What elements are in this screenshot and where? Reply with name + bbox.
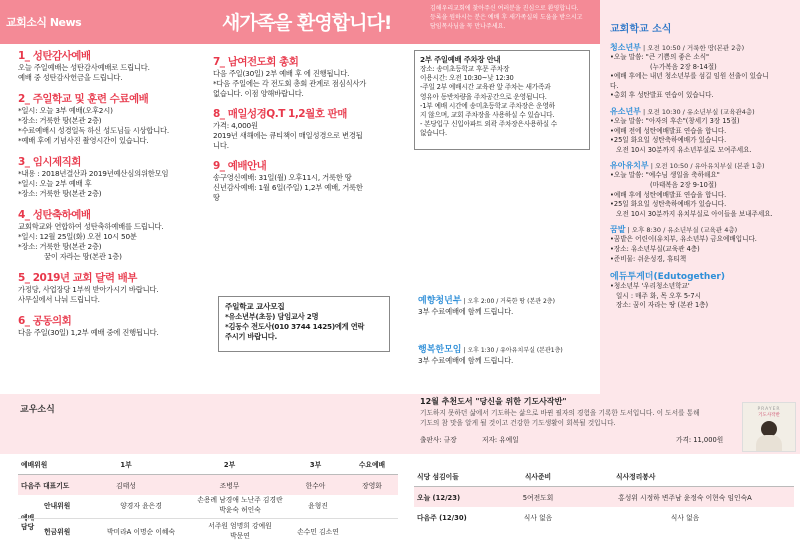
school-section-title: 유아유치부 | 오전 10:50 / 유아유치부실 (본관 1층) — [610, 161, 765, 171]
news-5-title: 5_ 2019년 교회 달력 배부 — [18, 272, 137, 284]
meal-service-table: 식당 섬김이들 식사준비 식사정리봉사 오늘 (12/23) 5여전도회 홍성위 시정하 변주남 윤정숙 이현숙 임인숙A 다음주 (12/30) 식사 없음 식사 없음 — [414, 466, 794, 527]
welcome-note: 김해우리교회에 찾아주신 여러분을 진심으로 환영합니다. 등록을 원하시는 분은 예배 후 새가족실의 도움을 받으시고 담임목사님을 꼭 만나주세요. — [430, 5, 583, 30]
worship-committee-table: 예배위원 1부 2부 3부 수요예배 다음주 대표기도 김태성 조병무 한수아 장영화 예배 담당 안내위원 양경자 윤은경 손용례 남경애 노난주 김경란 박윤숙 허인숙 윤형진 헌금위원 박미라A 이명순 이혜숙 서주원 엄명희 강예원 박문연 손수민 김소연 — [18, 454, 398, 550]
youth-group — [418, 288, 598, 317]
news-5-body: 가정당, 사업장당 1부씩 받아가시기 바랍니다. 사무실에서 나눠 드립니다. — [18, 285, 159, 304]
parking-info-box — [414, 50, 590, 150]
happy-time: | 오후 1:30 / 유아유치부실 (본관1층) — [461, 347, 563, 354]
news-1-body: 오늘 주일예배는 성탄감사예배로 드립니다. 예배 중 성탄감사헌금을 드립니다. — [18, 63, 150, 82]
news-9-body: 송구영신예배: 31일(월) 오후11시, 거룩한 땅 신년감사예배: 1월 6일(주일) 1,2부 예배, 거룩한 땅 — [213, 173, 363, 202]
book-author: 저자: 유예일 — [482, 436, 519, 445]
welcome-title: 새가족을 환영합니다! — [222, 12, 392, 34]
duty-label: 예배 담당 — [21, 514, 35, 531]
school-section-title: 청소년부 | 오전 10:50 / 거룩한 땅(본관 2층) — [610, 43, 745, 52]
school-section-body: •꿈밭은 어린이(유치부, 유소년부) 금요예배입니다. •장소: 유소년부실(교육관 4층) •준비물: 쉬운성경, 휴티책 — [610, 235, 757, 263]
news-2-title: 2_ 주일학교 및 훈련 수료예배 — [18, 93, 149, 105]
book-publisher: 출판사: 규장 — [420, 436, 457, 445]
teacher-title: 주일학교 교사모집 — [225, 302, 285, 311]
news-8-body: 가격: 4,000원 2019년 새해에는 큐티책이 매일성경으로 변경됩 니다. — [213, 121, 363, 150]
book-meta — [420, 434, 740, 444]
news-7-body: 다음 주일(30일) 2부 예배 후 에 진행됩니다. *다음 주일에는 각 전도회 총회 관계로 점심식사가 없습니다. 이점 양해바랍니다. — [213, 69, 367, 98]
school-section-body: •오늘 말씀: "큰 기쁨의 좋은 소식" (누가복음 2장 8-14절) •예배 후에는 내년 청소년부를 섬길 임원 선출이 있습니 다. •총회 후 성탄발표 연습이 있습니다. — [610, 53, 769, 100]
news-3-body: *내용 : 2018년결산과 2019년예산심의위한모임 *일시: 오늘 2부 예배 후 *장소: 거룩한 땅(본관 2층) — [18, 169, 169, 198]
school-section-body: •오늘 말씀: "아자의 후손"(창세기 3장 15절) •예배 전에 성탄예배발표 연습을 합니다. •25일 화요일 성탄축하예배가 있습니다. 오전 10시 30분까지 유소년부실로 모여주세요. — [610, 116, 752, 154]
happy-line: 3부 수료예배에 함께 드립니다. — [418, 356, 514, 365]
book-recommend — [420, 396, 740, 444]
news-column-2 — [213, 54, 413, 203]
school-section-title: 에듀투게더(Edutogether) — [610, 272, 725, 283]
duty-rows: 예배 담당 안내위원 양경자 윤은경 손용례 남경애 노난주 김경란 박윤숙 허인숙 윤형진 헌금위원 박미라A 이명순 이혜숙 서주원 엄명희 강예원 박문연 손수민 김소연 — [18, 496, 398, 550]
school-section-body: •오늘 말씀: "예수님 생일을 축하해요" (마태복음 2장 9-10절) •예배 후에 성탄예배발표 연습을 합니다. •25일 화요일 성탄축하예배가 있습니다. 오전 10시 30분까지 유치부실로 아이들을 보내주세요. — [610, 171, 773, 218]
book-price: 가격: 11,000원 — [676, 436, 724, 445]
news-column-1 — [18, 48, 213, 338]
news-4-title: 4_ 성탄축하예배 — [18, 209, 91, 221]
school-news-list — [610, 42, 798, 311]
youth-line: 3부 수료예배에 함께 드립니다. — [418, 307, 514, 316]
book-cover-image: PRAYER 기도사작반 — [742, 402, 796, 452]
teacher-body: *유소년부(초등) 담임교사 2명 *김동수 전도사(010 3744 1425)에게 연락 주시기 바랍니다. — [225, 312, 365, 341]
youth-time: | 오후 2:00 / 거룩한 땅 (본관 2층) — [461, 298, 555, 305]
school-news-title: 교회학교 소식 — [610, 24, 672, 35]
parking-body: 장소: 송미초등학교 후문 주차장 이용시간: 오전 10:30~낮 12:30 -주일 2부 예배시간 교육관 앞 주차는 새가족과 영유아 동반차량을 주차공간으로 운영됩니다. -1부 예배 시간에 송미초등학교 주차장은 운영하 지 않으며, 교회 주차장을 사용하실 수 있습니다. - 본당입구 신입아파트 외곽 주차장은사용하실 수 없습니다. — [420, 65, 558, 138]
news-1-title: 1_ 성탄감사예배 — [18, 50, 91, 62]
news-6-title: 6_ 공동의회 — [18, 315, 72, 327]
school-section-title: 유소년부 | 오전 10:30 / 유소년부실 (교육관4층) — [610, 106, 755, 116]
happy-name: 행복한모임 — [418, 345, 462, 355]
fellowship-title: 교우소식 — [20, 405, 55, 415]
youth-name: 예향청년부 — [418, 296, 462, 306]
parking-title: 2부 주일예배 주차장 안내 — [420, 55, 501, 64]
news-9-title: 9_ 예배안내 — [213, 160, 267, 172]
book-title: 12월 추천도서 "당신을 위한 기도사작반" — [420, 397, 567, 406]
news-2-body: *일시: 오늘 3부 예배(오후2시) *장소: 거룩한 땅(본관 2층) *수료예배시 성경일독 하신 성도님들 시상합니다. *예배 후에 기념사진 촬영시간이 있습니다. — [18, 106, 170, 145]
teacher-recruit-box — [218, 296, 390, 352]
news-3-title: 3_ 임시제직회 — [18, 156, 81, 168]
news-7-title: 7_ 남여전도회 총회 — [213, 56, 299, 68]
news-4-body: 교회학교와 연합하여 성탄축하예배를 드립니다. *일시: 12월 25일(화) 오전 10시 50분 *장소: 거룩한 땅(본관 2층) 꿈이 자라는 땅(본관 1층) — [18, 222, 164, 261]
school-section-body: •청소년부 '우리청소년학교' 일시 : 매주 화, 목 오후 5-7시 장소: 꿈이 자라는 땅 (본관 1층) — [610, 282, 709, 310]
book-desc: 기도하지 못하던 삶에서 기도하는 삶으로 바뀐 필자의 경험을 기록한 도서입니다. 이 도서를 통해 기도의 참 맛을 알게 될 것이고 건강한 기도생활이 회복될 것입니다. — [420, 409, 700, 427]
school-section-title: 꿈밭 | 오후 8:30 / 유소년부실 (교육관 4층) — [610, 225, 738, 235]
happy-group — [418, 337, 598, 366]
news-6-body: 다음 주일(30일) 1,2부 예배 중에 진행됩니다. — [18, 328, 159, 337]
news-8-title: 8_ 매일성경Q.T 1,2월호 판매 — [213, 108, 347, 120]
news-title: 교회소식 News — [6, 16, 82, 29]
